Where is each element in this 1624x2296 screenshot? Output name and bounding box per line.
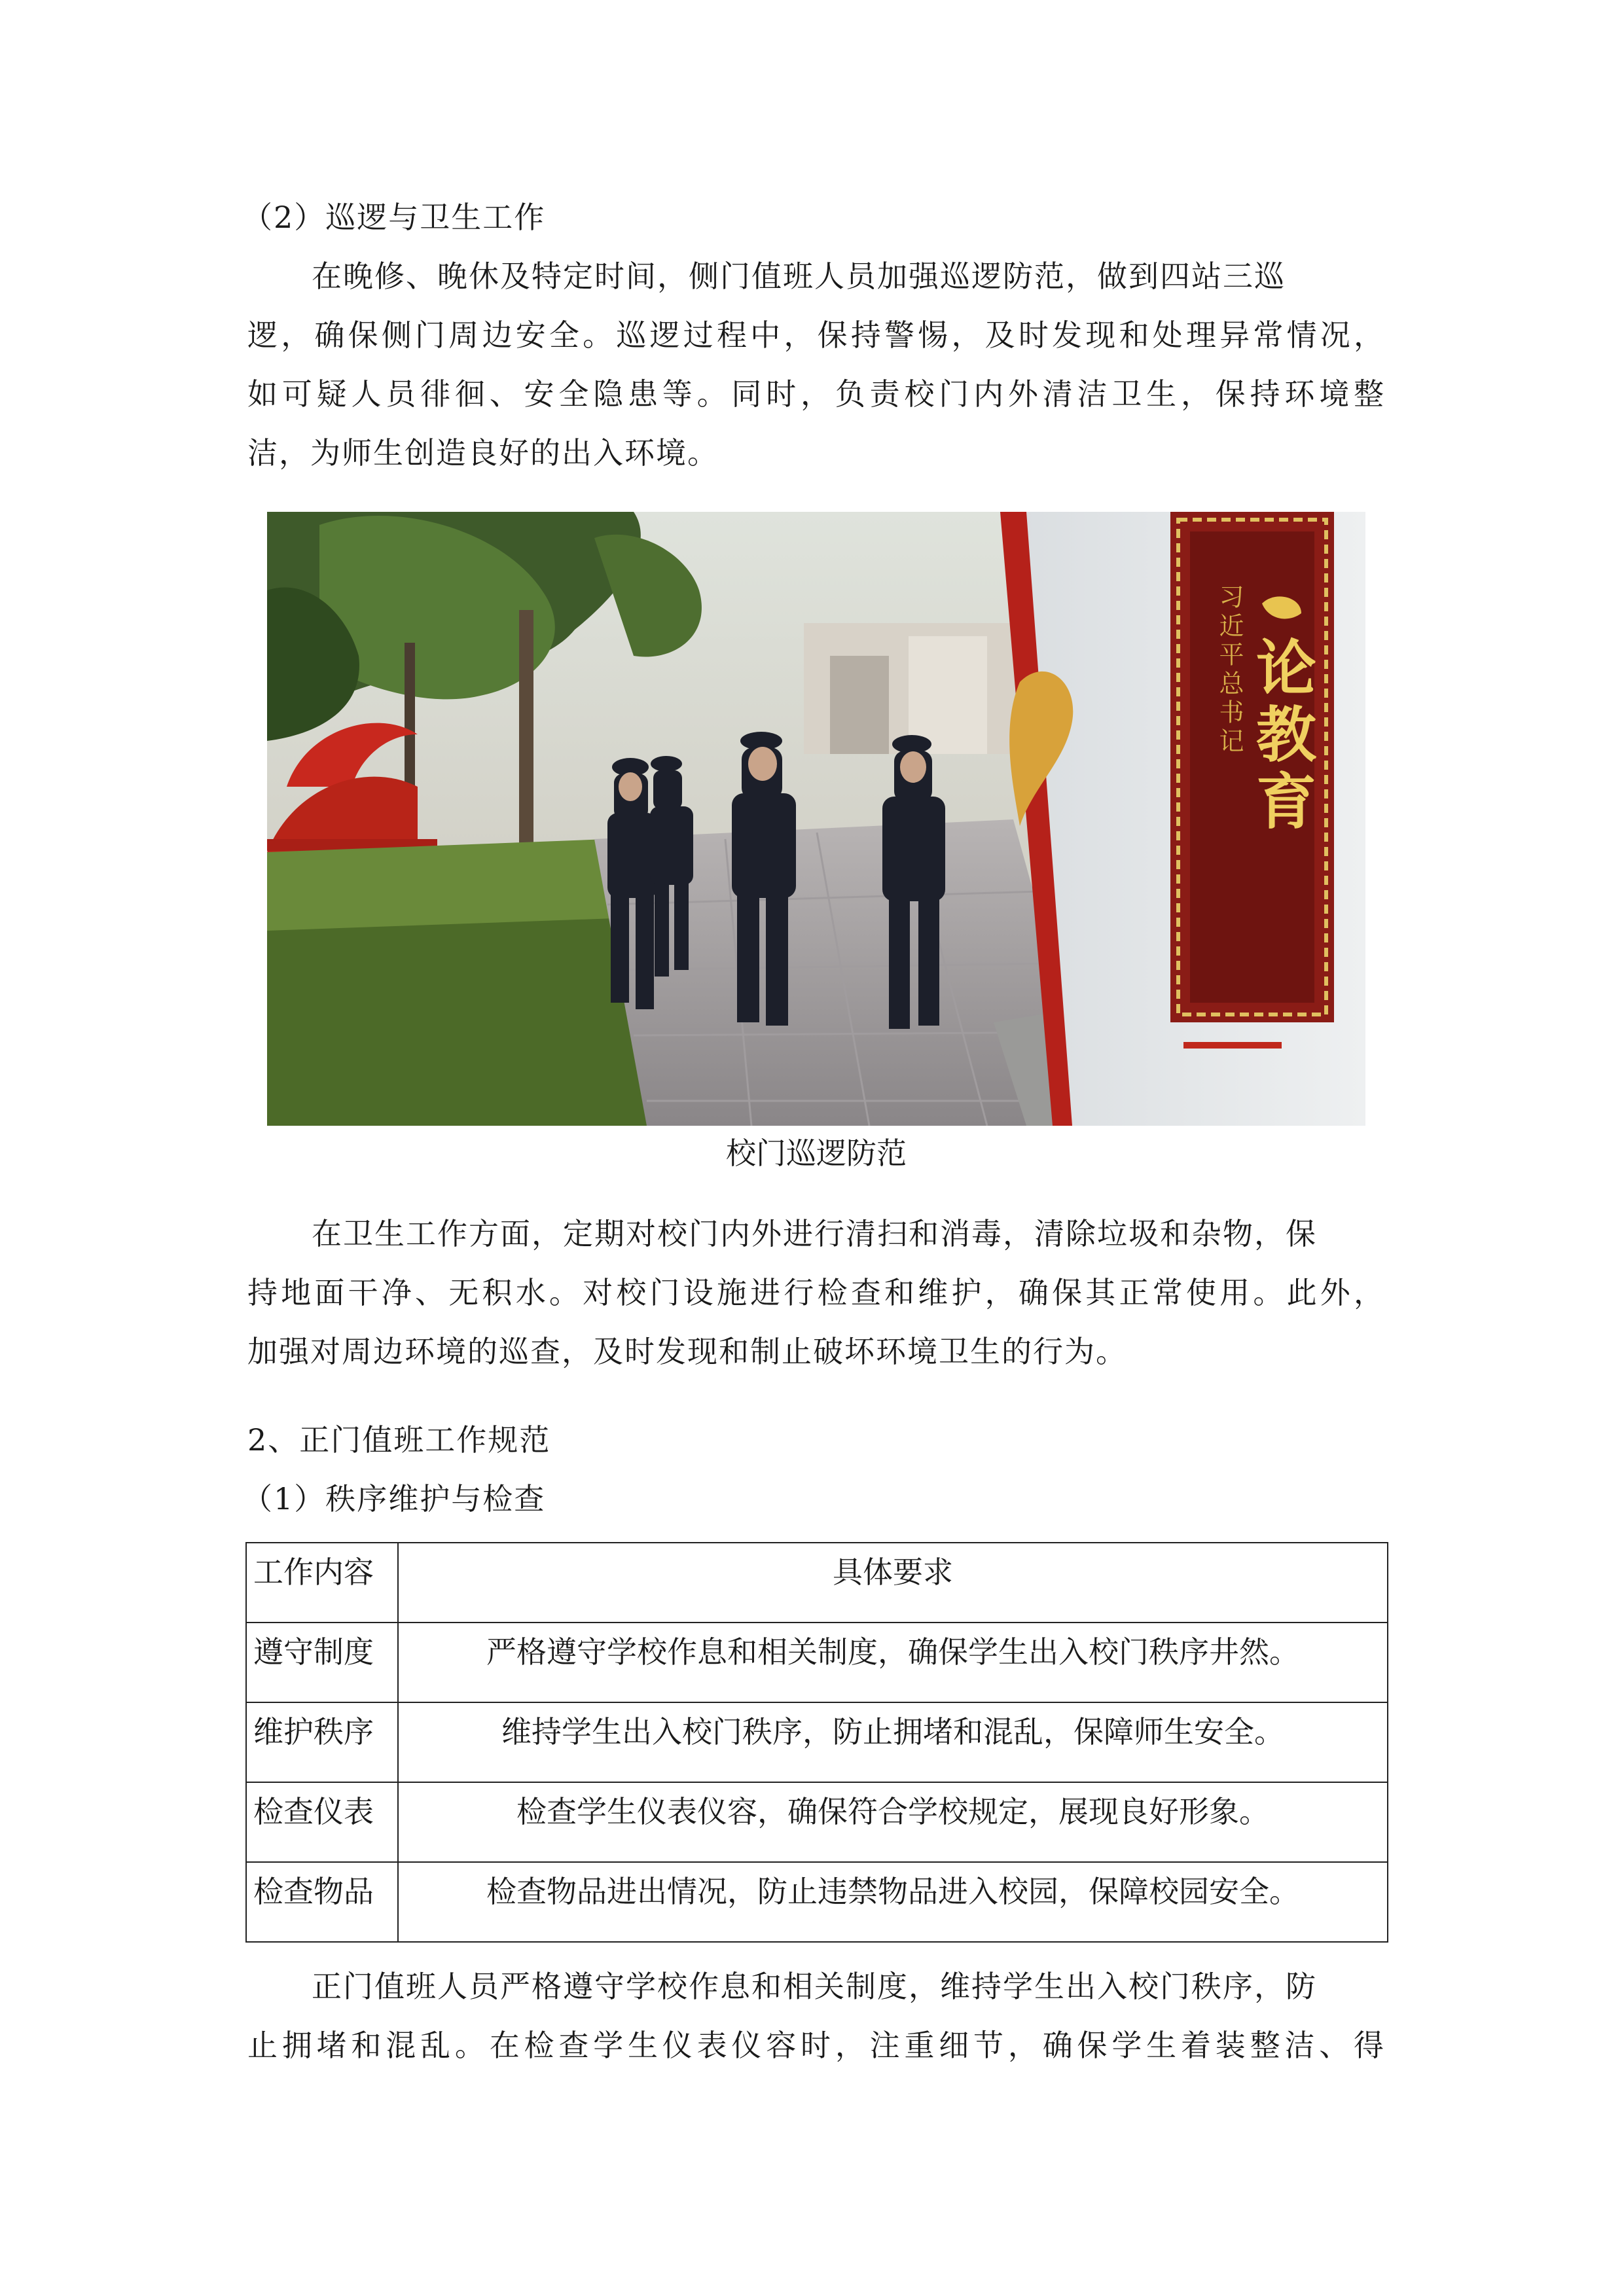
table-row: [246, 1782, 1388, 1862]
table-row: [246, 1702, 1388, 1782]
table-header-cell: 工作内容: [246, 1543, 398, 1623]
table-header-row: [246, 1543, 1388, 1623]
paragraph-line: 逻，确保侧门周边安全。巡逻过程中，保持警惕，及时发现和处理异常情况，: [247, 317, 1385, 353]
table-cell: 检查学生仪表仪容，确保符合学校规定，展现良好形象。: [398, 1782, 1388, 1862]
patrol-photo: [267, 512, 1365, 1126]
paragraph-line: 正门值班人员严格遵守学校作息和相关制度，维持学生出入校门秩序，防: [312, 1969, 1317, 2004]
paragraph-line: 持地面干净、无积水。对校门设施进行检查和维护，确保其正常使用。此外，: [247, 1275, 1385, 1310]
table-row: [246, 1862, 1388, 1942]
table-header-cell: 具体要求: [398, 1543, 1388, 1623]
table-cell: 维持学生出入校门秩序，防止拥堵和混乱，保障师生安全。: [398, 1702, 1388, 1782]
paragraph-line: 在晚修、晚休及特定时间，侧门值班人员加强巡逻防范，做到四站三巡: [312, 259, 1286, 294]
paragraph-line: 加强对周边环境的巡查，及时发现和制止破坏环境卫生的行为。: [247, 1334, 1127, 1369]
table-cell: 维护秩序: [246, 1702, 398, 1782]
table-cell: 检查仪表: [246, 1782, 398, 1862]
paragraph-line: 洁，为师生创造良好的出入环境。: [247, 435, 719, 471]
board-large-text: 论教育: [1246, 636, 1317, 836]
section-heading-order-inspection: （1）秩序维护与检查: [242, 1481, 546, 1516]
board-vertical-text: 习近平总书记: [1215, 584, 1244, 757]
table-cell: 遵守制度: [246, 1623, 398, 1702]
requirements-table: [245, 1542, 1388, 1943]
paragraph-line: 在卫生工作方面，定期对校门内外进行清扫和消毒，清除垃圾和杂物，保: [312, 1216, 1317, 1251]
section-heading-main-gate: 2、正门值班工作规范: [247, 1422, 551, 1458]
photo-caption: 校门巡逻防范: [726, 1136, 907, 1171]
table-cell: 严格遵守学校作息和相关制度，确保学生出入校门秩序井然。: [398, 1623, 1388, 1702]
section-heading-patrol-hygiene: （2）巡逻与卫生工作: [242, 200, 546, 235]
table-cell: 检查物品: [246, 1862, 398, 1942]
paragraph-line: 止拥堵和混乱。在检查学生仪表仪容时，注重细节，确保学生着装整洁、得: [247, 2028, 1385, 2063]
table-row: [246, 1623, 1388, 1702]
paragraph-line: 如可疑人员徘徊、安全隐患等。同时，负责校门内外清洁卫生，保持环境整: [247, 376, 1385, 412]
table-cell: 检查物品进出情况，防止违禁物品进入校园，保障校园安全。: [398, 1862, 1388, 1942]
